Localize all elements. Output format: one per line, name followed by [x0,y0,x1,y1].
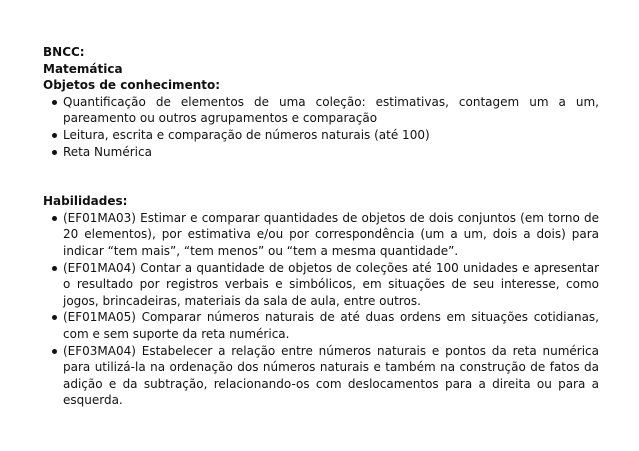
habilidade-item-text: (EF01MA03) Estimar e comparar quantidades de objetos de dois conjuntos (em torno de 20 elementos), por estimativa e/ou por correspondência (um a um, dois a dois) para indicar “tem mais”, “tem menos” ou “tem a mesma quantidade”. [63,210,599,258]
list-item [43,94,599,127]
objetos-list [43,94,599,160]
section-spacer [43,160,599,193]
bullet-icon [52,133,57,138]
list-item [43,144,599,161]
list-item [43,127,599,144]
habilidade-item-text: (EF01MA05) Comparar números naturais de até duas ordens em situações cotidianas, com e sem suporte da reta numérica. [63,310,599,341]
habilidades-list [43,210,599,409]
bullet-icon [52,349,57,354]
habilidade-item-text: (EF01MA04) Contar a quantidade de objetos de coleções até 100 unidades e apresentar o resultado por registros verbais e simbólicos, em situações de seu interesse, como jogos, brincadeiras, materiais da sala de aula, entre outros. [63,260,599,308]
list-item [43,343,599,409]
list-item [43,210,599,260]
list-item [43,309,599,342]
list-item [43,260,599,310]
bncc-label: BNCC: [43,45,85,59]
objetos-item-text: Reta Numérica [63,144,152,159]
document-body [43,44,599,409]
bullet-icon [52,315,57,320]
habilidades-heading: Habilidades: [43,194,128,209]
habilidade-item-text: (EF03MA04) Estabelecer a relação entre números naturais e pontos da reta numérica para utilizá-la na ordenação dos números naturais e também na construção de fatos da adição e da subtração, relacionando-os com deslocamentos para a direita ou para a esquerda. [63,343,599,408]
objetos-item-text: Quantificação de elementos de uma coleção: estimativas, contagem um a um, pareamento ou outros agrupamentos e comparação [63,94,599,126]
bullet-icon [52,100,57,105]
objetos-heading: Objetos de conhecimento: [43,78,221,93]
objetos-item-text: Leitura, escrita e comparação de números naturais (até 100) [63,127,430,142]
bullet-icon [52,216,57,221]
bullet-icon [52,266,57,271]
bullet-icon [52,150,57,155]
subject-title: Matemática [43,61,123,76]
